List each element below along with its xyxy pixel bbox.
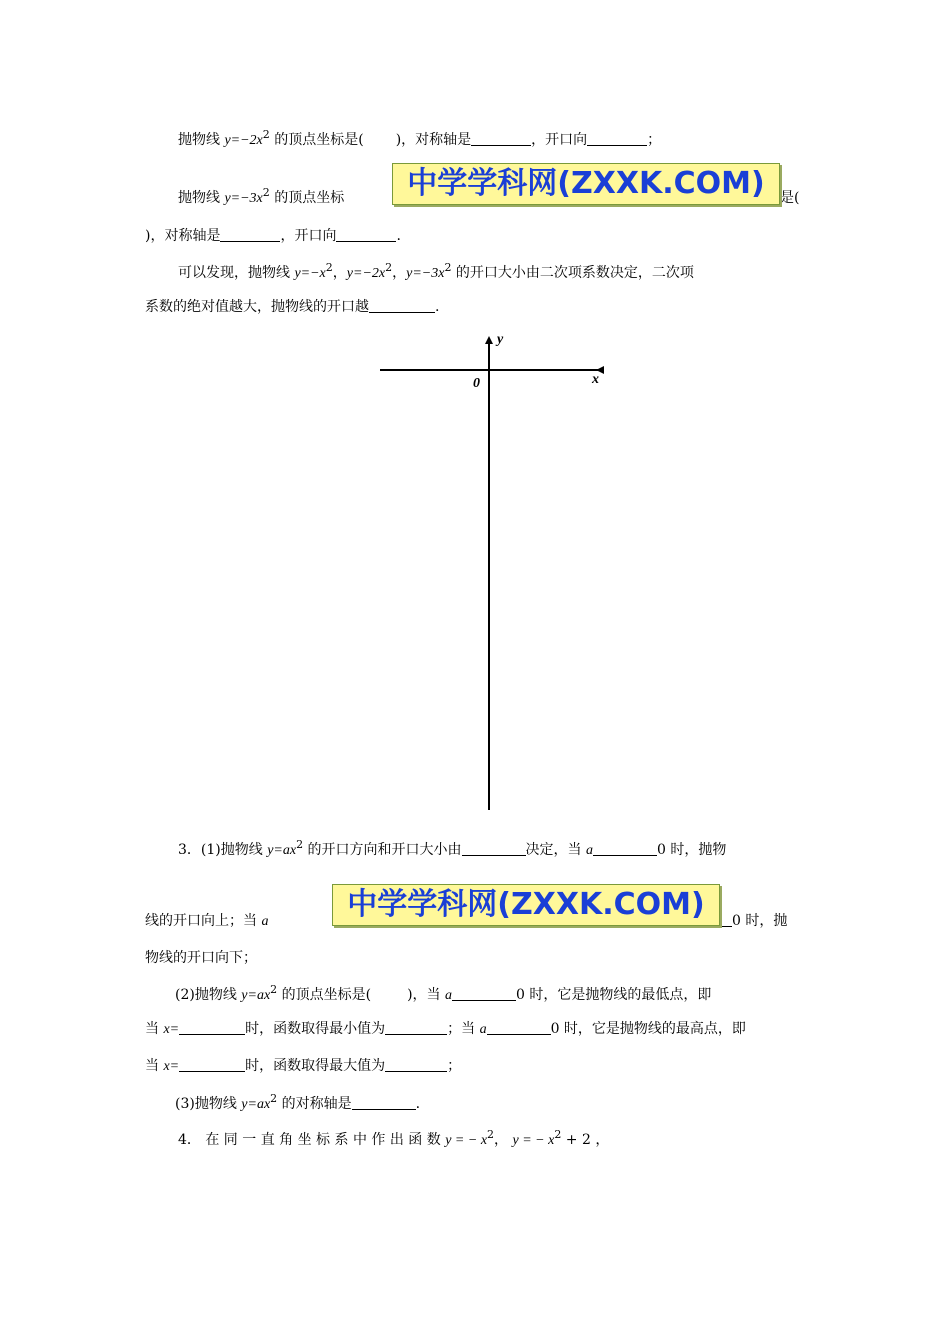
- blank[interactable]: [369, 298, 435, 313]
- line-p2b: )，对称轴是 ，开口向 .: [145, 228, 401, 244]
- q3-line1: 3．(1)抛物线 $y=ax^2$ 的开口方向和开口大小由 决定，当 a 0 时，抛物: [178, 838, 727, 858]
- q3-line5: 当 x= 时，函数取得最小值为 ；当 a 0 时，它是抛物线的最高点，即: [145, 1021, 746, 1037]
- line-p3b: 系数的绝对值越大，抛物线的开口越 .: [145, 299, 440, 315]
- blank[interactable]: [385, 1057, 447, 1072]
- q4-line1: 4． 在 同 一 直 角 坐 标 系 中 作 出 函 数 y = − $x^2$， y = − $x^2 + 2$ ，: [178, 1128, 610, 1148]
- x-axis-label: x: [592, 372, 599, 387]
- y-axis-label: y: [497, 332, 504, 347]
- blank[interactable]: [462, 841, 526, 856]
- blank[interactable]: [385, 1020, 447, 1035]
- q3-line3: 物线的开口向下；: [145, 950, 257, 966]
- watermark-banner: 中学学科网(ZXXK.COM): [392, 163, 780, 205]
- q3-line2: 线的开口向上；当 a: [145, 913, 269, 929]
- blank[interactable]: [452, 986, 516, 1001]
- blank[interactable]: [593, 841, 657, 856]
- blank[interactable]: [720, 912, 732, 927]
- origin-label: 0: [473, 376, 480, 391]
- line-p1: 抛物线 $y=-2x^2$ 的顶点坐标是( )，对称轴是 ，开口向 ；: [178, 128, 662, 148]
- blank[interactable]: [179, 1020, 245, 1035]
- q3-line4: (2)抛物线 $y=ax^2$ 的顶点坐标是( )，当 a 0 时，它是抛物线的最低点，即: [175, 983, 712, 1003]
- line-p3: 可以发现，抛物线 $y=-x^2$，$y=-2x^2$，$y=-3x^2$ 的开口大小由二次项系数决定，二次项: [178, 261, 694, 281]
- watermark-banner: 中学学科网(ZXXK.COM): [332, 884, 720, 926]
- blank[interactable]: [487, 1020, 551, 1035]
- blank[interactable]: [352, 1095, 416, 1110]
- line-p2: 抛物线 $y=-3x^2$ 的顶点坐标: [178, 186, 345, 206]
- q3-line2-end: 0 时，抛: [720, 911, 787, 931]
- line-p2-after: 是(: [780, 190, 800, 206]
- coordinate-axes: [370, 330, 620, 820]
- q3-line7: (3)抛物线 $y=ax^2$ 的对称轴是 .: [175, 1092, 421, 1112]
- q3-line6: 当 x= 时，函数取得最大值为 ；: [145, 1058, 462, 1074]
- blank[interactable]: [220, 227, 280, 242]
- blank[interactable]: [471, 131, 531, 146]
- blank[interactable]: [179, 1057, 245, 1072]
- y-arrow-icon: [485, 336, 493, 344]
- blank[interactable]: [336, 227, 396, 242]
- blank[interactable]: [587, 131, 647, 146]
